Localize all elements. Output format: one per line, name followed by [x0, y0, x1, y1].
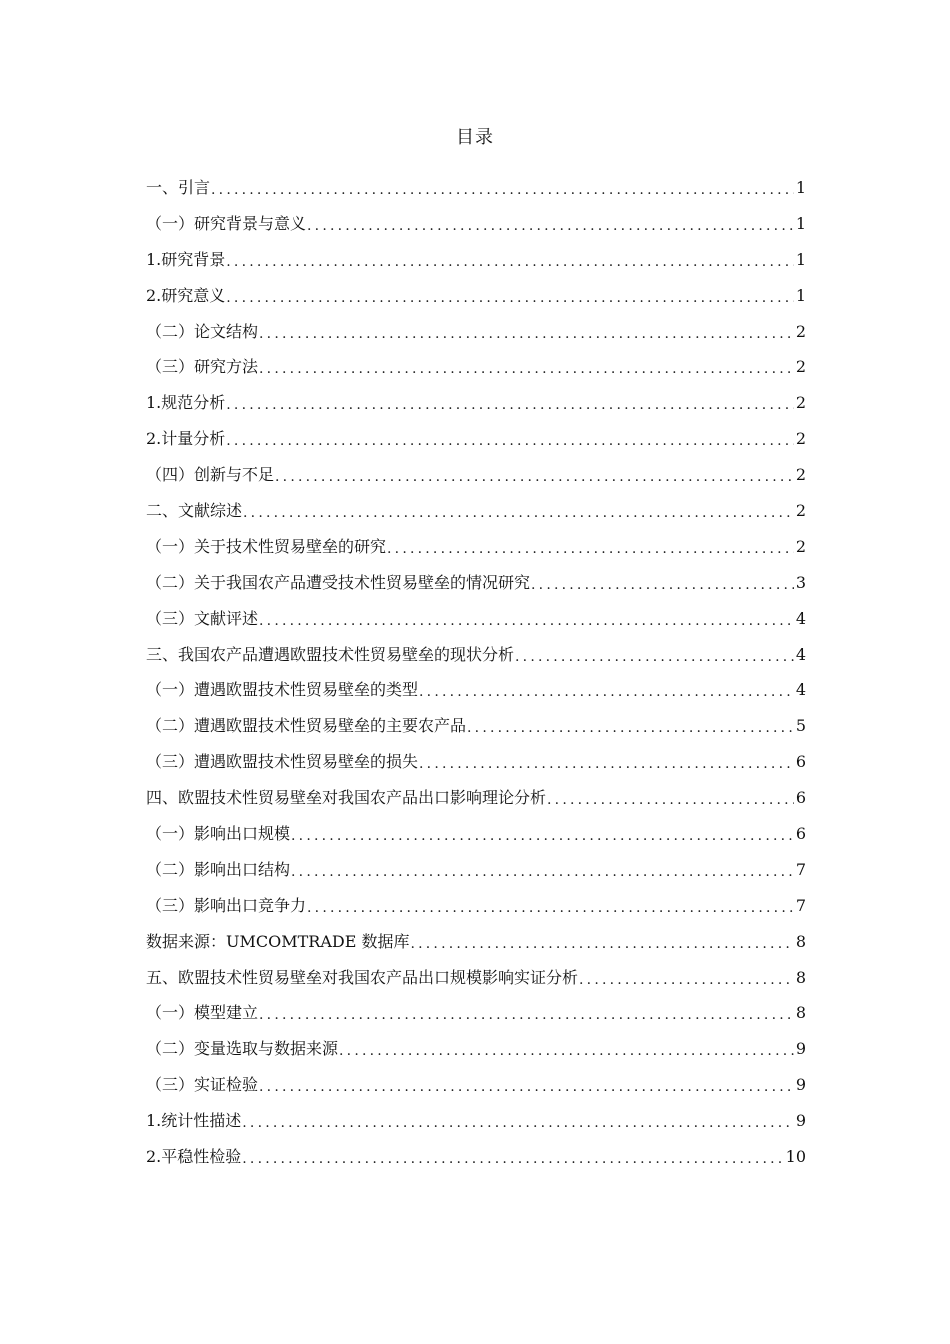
toc-entry[interactable]: [146, 421, 806, 457]
toc-dot-leader: [259, 356, 794, 378]
toc-entry-text: 1.统计性描述: [146, 1111, 242, 1131]
toc-page-number: 8: [795, 931, 806, 951]
toc-page-number: 5: [795, 716, 806, 736]
toc-entry-text: 数据来源：UMCOMTRADE 数据库: [146, 931, 410, 951]
toc-entry[interactable]: [146, 780, 806, 816]
toc-dot-leader: [243, 500, 794, 522]
toc-entry[interactable]: [146, 816, 806, 852]
toc-dot-leader: [242, 1146, 783, 1168]
toc-dot-leader: [242, 1110, 794, 1132]
toc-dot-leader: [307, 895, 794, 917]
toc-entry[interactable]: [146, 278, 806, 314]
toc-page-number: 9: [795, 1039, 806, 1059]
toc-entry-text: 五、欧盟技术性贸易壁垒对我国农产品出口规模影响实证分析: [146, 967, 579, 987]
toc-page-number: 8: [795, 967, 806, 987]
toc-entry[interactable]: [146, 529, 806, 565]
toc-entry[interactable]: [146, 170, 806, 206]
toc-dot-leader: [226, 285, 794, 307]
toc-entry-text: 四、欧盟技术性贸易壁垒对我国农产品出口影响理论分析: [146, 788, 547, 808]
toc-page-number: 2: [795, 536, 806, 556]
toc-entry[interactable]: [146, 888, 806, 924]
toc-entry-text: （四）创新与不足: [146, 465, 275, 485]
toc-page-number: 2: [795, 393, 806, 413]
toc-entry[interactable]: [146, 672, 806, 708]
toc-title: 目录: [456, 127, 494, 148]
toc-dot-leader: [226, 428, 794, 450]
toc-entry[interactable]: [146, 852, 806, 888]
toc-dot-leader: [291, 823, 794, 845]
toc-entry[interactable]: [146, 924, 806, 960]
toc-entry[interactable]: [146, 493, 806, 529]
toc-page-number: 9: [795, 1111, 806, 1131]
toc-entry[interactable]: [146, 1031, 806, 1067]
toc-page-number: 2: [795, 465, 806, 485]
toc-dot-leader: [410, 931, 793, 953]
toc-entry-text: 1.规范分析: [146, 393, 226, 413]
toc-entry-text: （一）模型建立: [146, 1003, 259, 1023]
toc-entry[interactable]: [146, 457, 806, 493]
toc-dot-leader: [531, 572, 794, 594]
toc-entry[interactable]: [146, 565, 806, 601]
toc-dot-leader: [579, 967, 794, 989]
toc-entry[interactable]: [146, 601, 806, 637]
toc-page-number: 1: [795, 285, 806, 305]
toc-dot-leader: [259, 608, 794, 630]
toc-page-number: 2: [795, 500, 806, 520]
toc-entry[interactable]: [146, 708, 806, 744]
toc-page-number: 4: [795, 680, 806, 700]
toc-list: [146, 170, 806, 1175]
toc-entry-text: （三）研究方法: [146, 357, 259, 377]
toc-dot-leader: [419, 751, 794, 773]
toc-page-number: 4: [795, 608, 806, 628]
toc-entry[interactable]: [146, 1139, 806, 1175]
toc-page-number: 2: [795, 429, 806, 449]
toc-entry-text: 2.计量分析: [146, 429, 226, 449]
toc-entry-text: （一）关于技术性贸易壁垒的研究: [146, 536, 387, 556]
toc-page-number: 7: [795, 859, 806, 879]
toc-dot-leader: [419, 679, 794, 701]
toc-entry-text: （一）研究背景与意义: [146, 213, 307, 233]
toc-entry-text: 1.研究背景: [146, 249, 226, 269]
toc-entry[interactable]: [146, 206, 806, 242]
toc-page-number: 6: [795, 823, 806, 843]
toc-dot-leader: [226, 249, 794, 271]
toc-dot-leader: [291, 859, 794, 881]
toc-entry-text: （二）影响出口结构: [146, 859, 291, 879]
toc-dot-leader: [339, 1038, 794, 1060]
toc-entry[interactable]: [146, 1067, 806, 1103]
toc-entry[interactable]: [146, 242, 806, 278]
toc-entry[interactable]: [146, 744, 806, 780]
toc-entry[interactable]: [146, 1103, 806, 1139]
toc-entry[interactable]: [146, 385, 806, 421]
toc-entry-text: （二）变量选取与数据来源: [146, 1039, 339, 1059]
toc-dot-leader: [515, 644, 794, 666]
toc-entry[interactable]: [146, 995, 806, 1031]
toc-entry-text: （一）影响出口规模: [146, 823, 291, 843]
toc-page-number: 1: [795, 213, 806, 233]
toc-page-number: 7: [795, 895, 806, 915]
toc-page-number: 2: [795, 357, 806, 377]
toc-page-number: 4: [795, 644, 806, 664]
toc-page-number: 2: [795, 321, 806, 341]
toc-entry-text: （一）遭遇欧盟技术性贸易壁垒的类型: [146, 680, 419, 700]
toc-page-number: 6: [795, 752, 806, 772]
toc-dot-leader: [259, 321, 794, 343]
toc-entry[interactable]: [146, 314, 806, 350]
toc-page-number: 1: [795, 177, 806, 197]
toc-dot-leader: [275, 464, 794, 486]
toc-dot-leader: [547, 787, 794, 809]
toc-entry-text: （二）关于我国农产品遭受技术性贸易壁垒的情况研究: [146, 572, 531, 592]
toc-dot-leader: [387, 536, 794, 558]
toc-entry-text: （二）论文结构: [146, 321, 259, 341]
toc-page-number: 3: [795, 572, 806, 592]
toc-entry-text: 三、我国农产品遭遇欧盟技术性贸易壁垒的现状分析: [146, 644, 515, 664]
toc-dot-leader: [467, 715, 794, 737]
toc-page-number: 8: [795, 1003, 806, 1023]
toc-entry[interactable]: [146, 349, 806, 385]
toc-entry-text: （二）遭遇欧盟技术性贸易壁垒的主要农产品: [146, 716, 467, 736]
toc-entry-text: 2.研究意义: [146, 285, 226, 305]
toc-entry-text: （三）遭遇欧盟技术性贸易壁垒的损失: [146, 752, 419, 772]
toc-dot-leader: [211, 177, 794, 199]
toc-entry-text: （三）影响出口竞争力: [146, 895, 307, 915]
toc-dot-leader: [259, 1002, 794, 1024]
toc-page-number: 10: [785, 1146, 806, 1166]
toc-entry[interactable]: [146, 637, 806, 673]
toc-dot-leader: [259, 1074, 794, 1096]
toc-page-number: 6: [795, 788, 806, 808]
toc-entry-text: （三）文献评述: [146, 608, 259, 628]
toc-page-number: 1: [795, 249, 806, 269]
toc-entry-text: 2.平稳性检验: [146, 1146, 242, 1166]
toc-dot-leader: [307, 213, 794, 235]
toc-dot-leader: [226, 392, 794, 414]
toc-entry-text: 二、文献综述: [146, 500, 243, 520]
toc-entry-text: 一、引言: [146, 177, 211, 197]
toc-page-number: 9: [795, 1075, 806, 1095]
toc-entry-text: （三）实证检验: [146, 1075, 259, 1095]
toc-entry[interactable]: [146, 960, 806, 996]
